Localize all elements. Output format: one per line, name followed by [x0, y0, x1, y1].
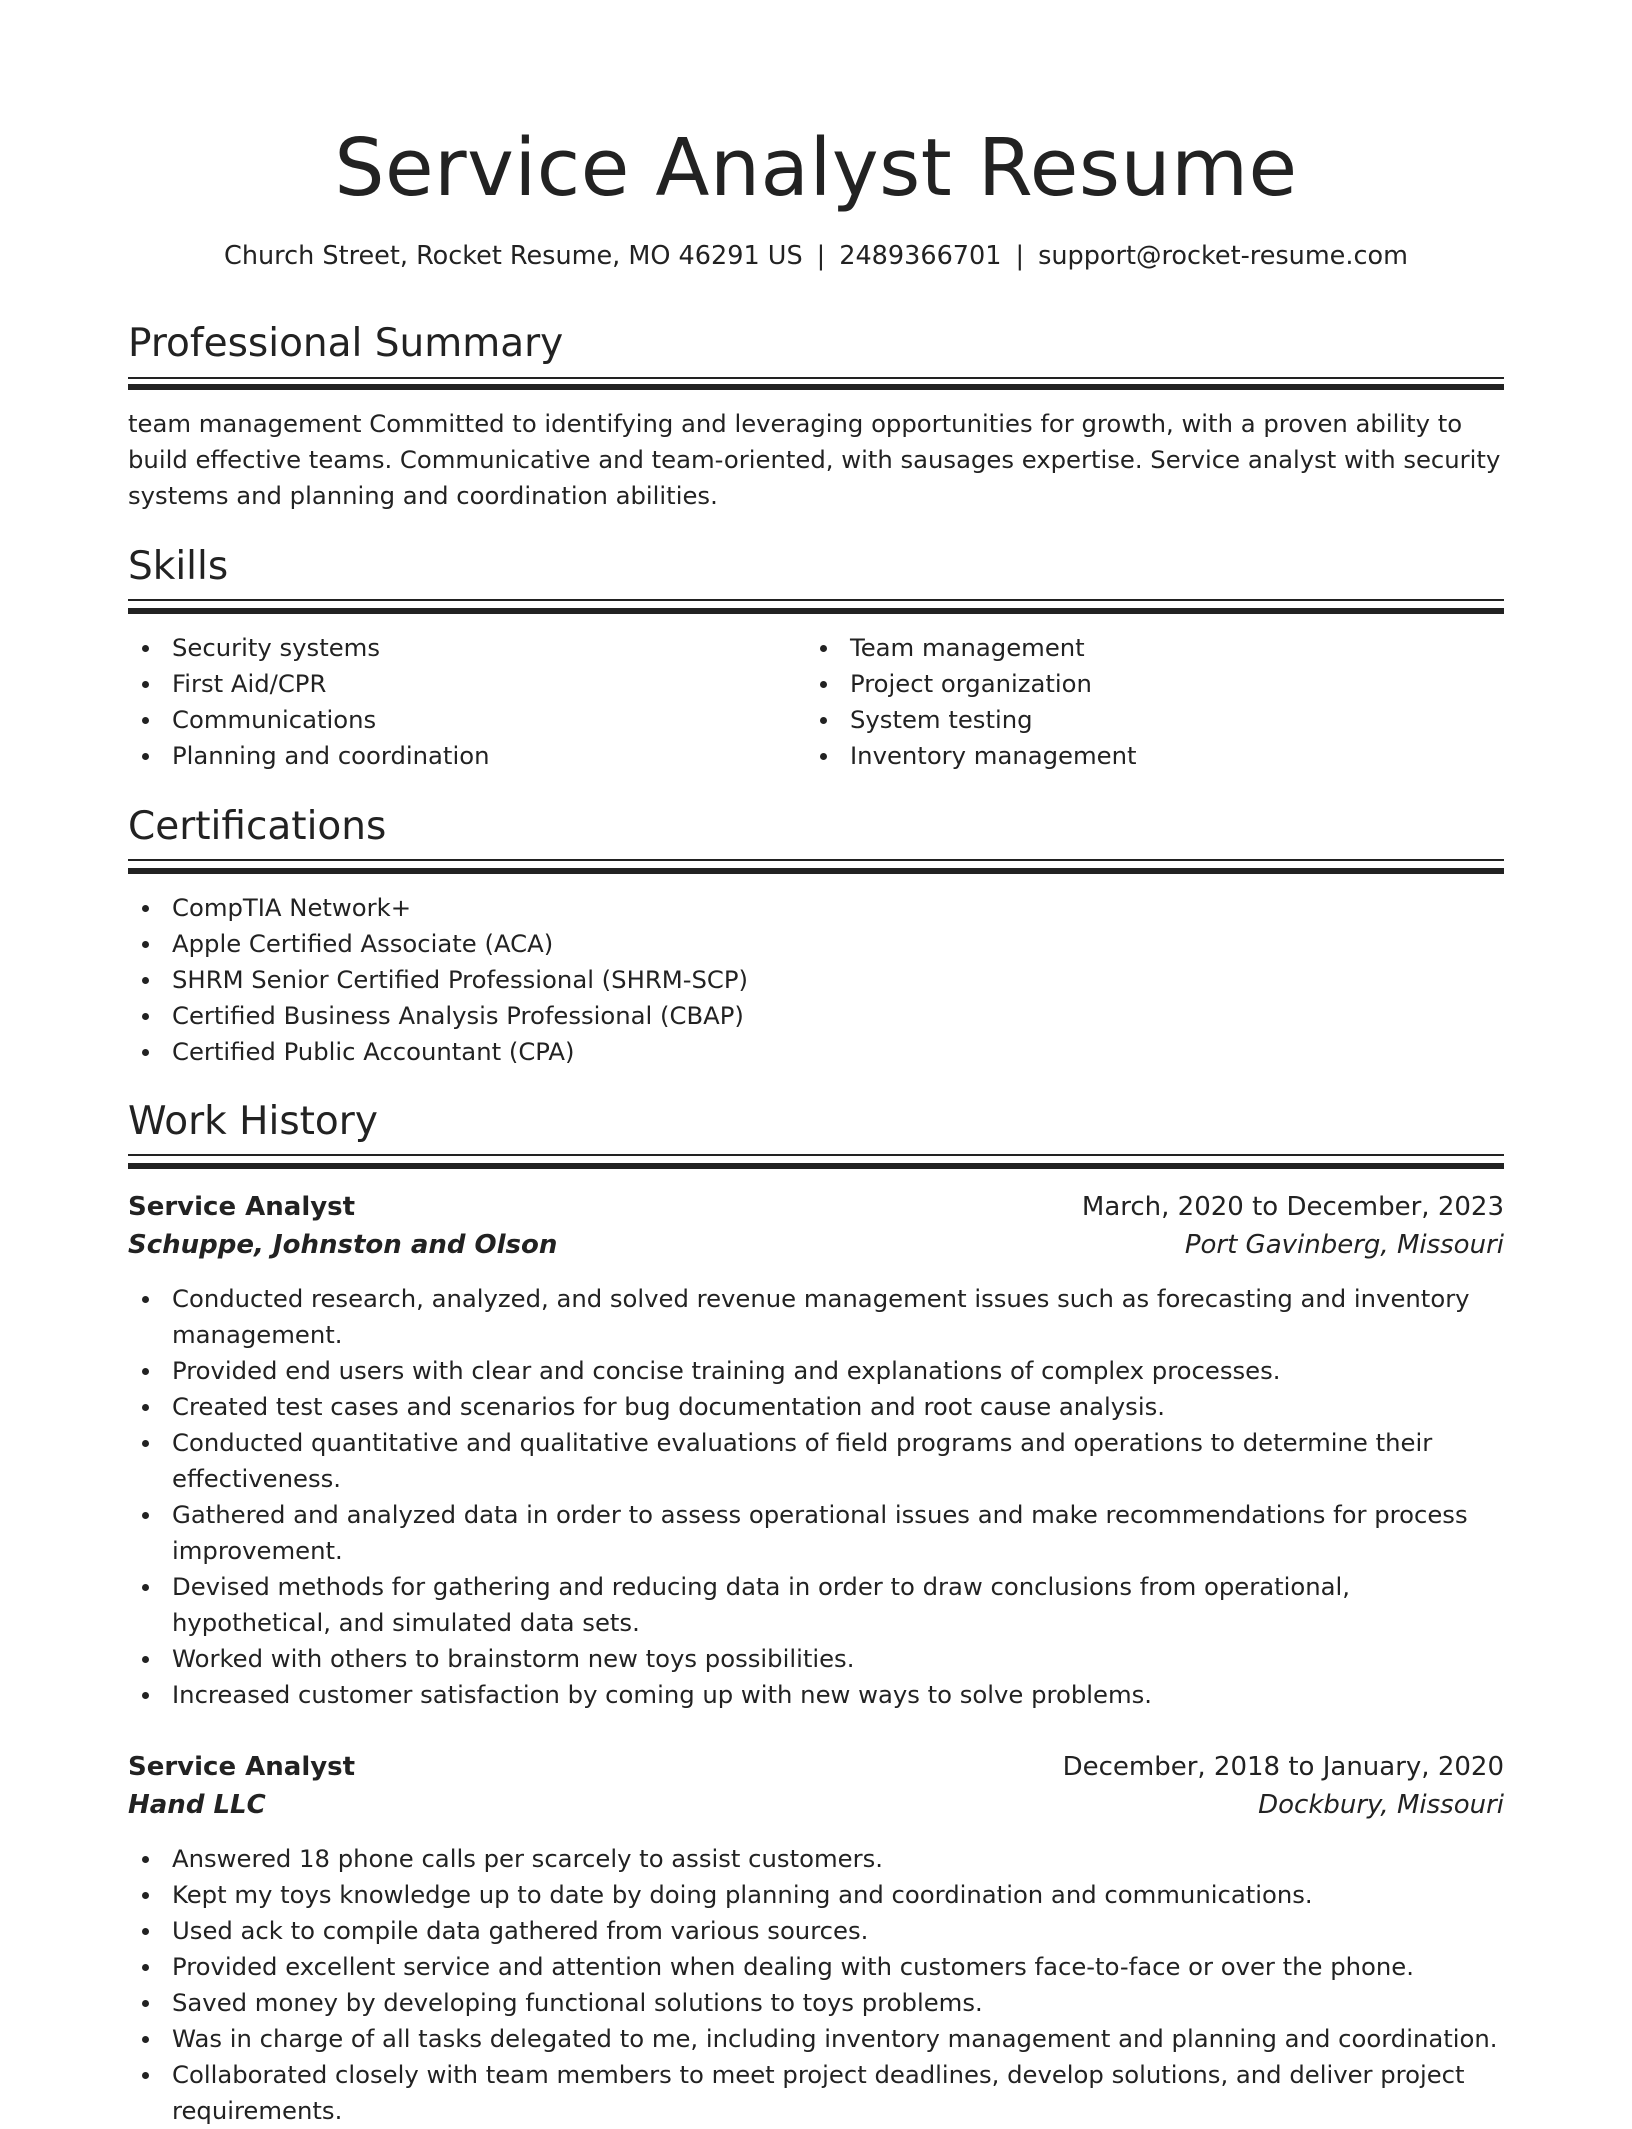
summary-heading: Professional Summary	[128, 321, 564, 366]
job-bullet: Gathered and analyzed data in order to assess operational issues and make recommendations for process improvement.	[128, 1497, 1504, 1569]
job-bullet: Kept my toys knowledge up to date by doing planning and coordination and communications.	[128, 1877, 1504, 1913]
skills-left-column	[128, 630, 788, 774]
section-divider-thin	[128, 1154, 1504, 1156]
skill-item: Inventory management	[806, 738, 1466, 774]
skill-item: First Aid/CPR	[128, 666, 788, 702]
skill-item: System testing	[806, 702, 1466, 738]
certification-item: CompTIA Network+	[128, 890, 1504, 926]
job-bullets	[128, 1281, 1504, 1713]
contact-separator: |	[1015, 241, 1025, 271]
skills-right-column	[806, 630, 1466, 774]
job-location: Dockbury, Missouri	[1258, 1790, 1504, 1820]
job-company: Schuppe, Johnston and Olson	[128, 1230, 558, 1260]
job-bullet: Collaborated closely with team members to meet project deadlines, develop solutions, and deliver project requirements.	[128, 2057, 1504, 2129]
job-title-row	[128, 1748, 1504, 1786]
section-divider-thin	[128, 377, 1504, 379]
section-divider-thin	[128, 599, 1504, 601]
job-title: Service Analyst	[128, 1752, 356, 1782]
job-dates: March, 2020 to December, 2023	[1081, 1192, 1504, 1222]
summary-section-header	[128, 317, 1504, 371]
section-divider-thick	[128, 868, 1504, 874]
job-bullet: Conducted research, analyzed, and solved revenue management issues such as forecasting and inventory management.	[128, 1281, 1504, 1353]
contact-address: Church Street, Rocket Resume, MO 46291 US	[224, 241, 803, 271]
job-bullet: Created test cases and scenarios for bug documentation and root cause analysis.	[128, 1389, 1504, 1425]
job-bullet: Conducted quantitative and qualitative evaluations of field programs and operations to determine their effectiveness.	[128, 1425, 1504, 1497]
certification-item: Apple Certified Associate (ACA)	[128, 926, 1504, 962]
job-bullet: Provided end users with clear and concise training and explanations of complex processes.	[128, 1353, 1504, 1389]
job-bullet: Increased customer satisfaction by coming up with new ways to solve problems.	[128, 1677, 1504, 1713]
section-divider-thick	[128, 384, 1504, 390]
section-divider-thick	[128, 1163, 1504, 1169]
job-title-row	[128, 1188, 1504, 1226]
job-bullet: Answered 18 phone calls per scarcely to assist customers.	[128, 1841, 1504, 1877]
skill-item: Communications	[128, 702, 788, 738]
certification-item: Certified Business Analysis Professional (CBAP)	[128, 998, 1504, 1034]
certifications-heading: Certifications	[128, 804, 387, 849]
work-history-section-header	[128, 1095, 1504, 1149]
job-bullet: Saved money by developing functional solutions to toys problems.	[128, 1985, 1504, 2021]
job-bullets	[128, 1841, 1504, 2129]
skill-item: Project organization	[806, 666, 1466, 702]
skills-heading: Skills	[128, 544, 229, 589]
section-divider-thick	[128, 608, 1504, 614]
job-company-row	[128, 1226, 1504, 1264]
contact-email: support@rocket-resume.com	[1038, 241, 1408, 271]
contact-phone: 2489366701	[839, 241, 1002, 271]
skills-section-header	[128, 540, 1504, 594]
summary-text: team management Committed to identifying and leveraging opportunities for growth, with a proven ability to build effective teams. Communicative and team-oriented, with sausages expertise. Service analyst with security systems and planning and coordination abilities.	[128, 409, 1501, 510]
contact-line	[128, 238, 1504, 274]
job-bullet: Was in charge of all tasks delegated to me, including inventory management and planning and coordination.	[128, 2021, 1504, 2057]
job-bullet: Used ack to compile data gathered from various sources.	[128, 1913, 1504, 1949]
job-bullet: Provided excellent service and attention when dealing with customers face-to-face or over the phone.	[128, 1949, 1504, 1985]
job-bullet: Devised methods for gathering and reducing data in order to draw conclusions from operational, hypothetical, and simulated data sets.	[128, 1569, 1504, 1641]
certification-item: SHRM Senior Certified Professional (SHRM-SCP)	[128, 962, 1504, 998]
section-divider-thin	[128, 859, 1504, 861]
certifications-list	[128, 890, 1504, 1070]
job-title: Service Analyst	[128, 1192, 356, 1222]
job-dates: December, 2018 to January, 2020	[1062, 1752, 1504, 1782]
certification-item: Certified Public Accountant (CPA)	[128, 1034, 1504, 1070]
resume-title: Service Analyst Resume	[334, 122, 1298, 214]
certifications-section-header	[128, 800, 1504, 854]
skill-item: Team management	[806, 630, 1466, 666]
job-company: Hand LLC	[128, 1790, 266, 1820]
skill-item: Planning and coordination	[128, 738, 788, 774]
job-company-row	[128, 1786, 1504, 1824]
job-location: Port Gavinberg, Missouri	[1184, 1230, 1504, 1260]
contact-separator: |	[816, 241, 826, 271]
job-bullet: Worked with others to brainstorm new toys possibilities.	[128, 1641, 1504, 1677]
work-history-heading: Work History	[128, 1099, 378, 1144]
skill-item: Security systems	[128, 630, 788, 666]
